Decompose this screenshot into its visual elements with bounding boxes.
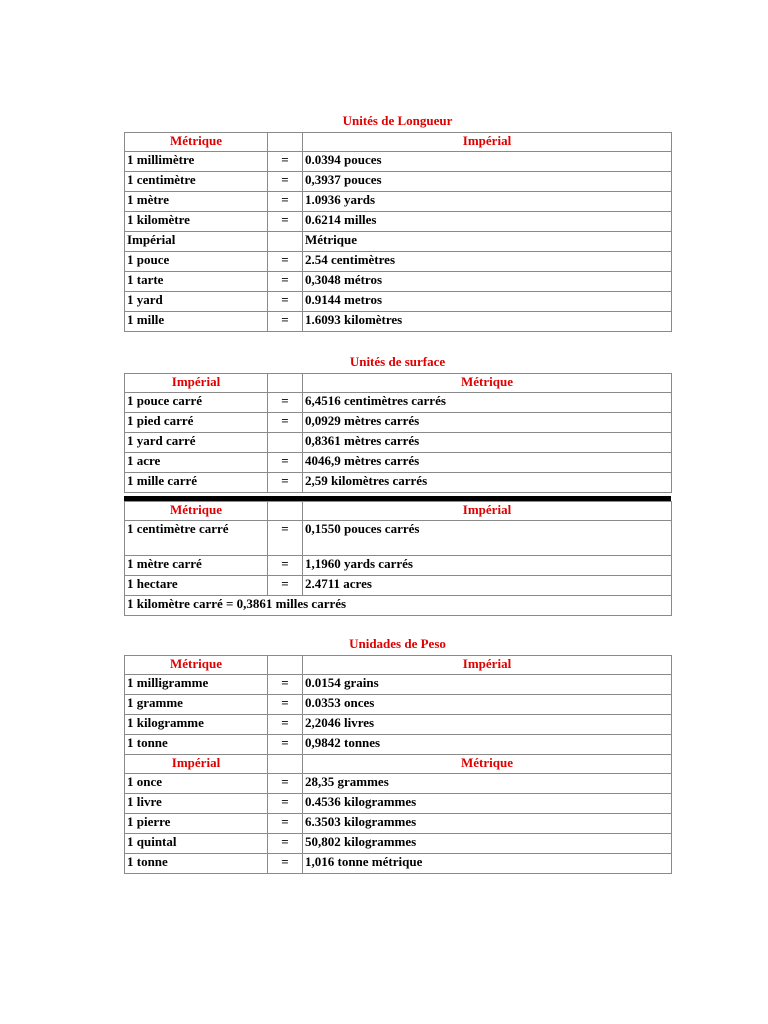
value-cell: 6,4516 centimètres carrés xyxy=(303,393,672,413)
equals-cell xyxy=(268,133,303,152)
value-cell: 1,1960 yards carrés xyxy=(303,556,672,576)
equals-cell: = xyxy=(268,521,303,556)
header-row xyxy=(125,133,672,152)
table-row xyxy=(125,312,672,332)
header-row xyxy=(125,374,672,393)
table-row xyxy=(125,735,672,755)
weight-title: Unidades de Peso xyxy=(349,636,446,651)
table-row xyxy=(125,413,672,433)
value-cell: 0,1550 pouces carrés xyxy=(303,521,672,556)
unit-cell: 1 tonne xyxy=(125,735,268,755)
table-row xyxy=(125,715,672,735)
equals-cell: = xyxy=(268,152,303,172)
equals-cell: = xyxy=(268,292,303,312)
weight-table xyxy=(124,655,672,874)
unit-cell: Impérial xyxy=(125,232,268,252)
unit-cell: 1 gramme xyxy=(125,695,268,715)
equals-cell xyxy=(268,502,303,521)
header-row xyxy=(125,656,672,675)
equals-cell: = xyxy=(268,556,303,576)
surface-table-metric xyxy=(124,501,672,616)
unit-cell: 1 yard xyxy=(125,292,268,312)
unit-cell: 1 acre xyxy=(125,453,268,473)
unit-cell: Impérial xyxy=(125,374,268,393)
unit-cell: 1 centimètre xyxy=(125,172,268,192)
unit-cell: 1 pied carré xyxy=(125,413,268,433)
equals-cell xyxy=(268,755,303,774)
table-row xyxy=(125,152,672,172)
unit-cell: 1 kilomètre xyxy=(125,212,268,232)
value-cell: 2.4711 acres xyxy=(303,576,672,596)
unit-cell: 1 once xyxy=(125,774,268,794)
equals-cell: = xyxy=(268,715,303,735)
unit-cell: 1 tarte xyxy=(125,272,268,292)
value-cell: 0,3048 métros xyxy=(303,272,672,292)
value-cell: 50,802 kilogrammes xyxy=(303,834,672,854)
equals-cell: = xyxy=(268,814,303,834)
equals-cell: = xyxy=(268,252,303,272)
table-row xyxy=(125,393,672,413)
table-row xyxy=(125,252,672,272)
equals-cell: = xyxy=(268,735,303,755)
equals-cell: = xyxy=(268,675,303,695)
unit-cell: 1 mètre carré xyxy=(125,556,268,576)
unit-cell: 1 mètre xyxy=(125,192,268,212)
table-row xyxy=(125,794,672,814)
table-row xyxy=(125,292,672,312)
value-cell: 2,2046 livres xyxy=(303,715,672,735)
table-row xyxy=(125,192,672,212)
unit-cell: 1 quintal xyxy=(125,834,268,854)
equals-cell: = xyxy=(268,212,303,232)
value-cell: 28,35 grammes xyxy=(303,774,672,794)
equals-cell: = xyxy=(268,774,303,794)
equals-cell: = xyxy=(268,172,303,192)
table-row xyxy=(125,433,672,453)
value-cell: Métrique xyxy=(303,374,672,393)
unit-cell: 1 mille xyxy=(125,312,268,332)
unit-cell: 1 pouce xyxy=(125,252,268,272)
value-cell: 0.0154 grains xyxy=(303,675,672,695)
unit-cell: Impérial xyxy=(125,755,268,774)
table-row xyxy=(125,473,672,493)
header-row xyxy=(125,755,672,774)
table-row xyxy=(125,814,672,834)
value-cell: 2,59 kilomètres carrés xyxy=(303,473,672,493)
value-cell: 0.9144 metros xyxy=(303,292,672,312)
table-row xyxy=(125,272,672,292)
unit-cell: 1 centimètre carré xyxy=(125,521,268,556)
value-cell: 1,016 tonne métrique xyxy=(303,854,672,874)
value-cell: 1.6093 kilomètres xyxy=(303,312,672,332)
value-cell: Impérial xyxy=(303,133,672,152)
unit-cell: 1 kilogramme xyxy=(125,715,268,735)
header-row xyxy=(125,502,672,521)
value-cell: Impérial xyxy=(303,502,672,521)
table-row xyxy=(125,854,672,874)
equals-cell xyxy=(268,374,303,393)
table-row xyxy=(125,695,672,715)
value-cell: 0.4536 kilogrammes xyxy=(303,794,672,814)
unit-cell: 1 pouce carré xyxy=(125,393,268,413)
equals-cell: = xyxy=(268,393,303,413)
length-title: Unités de Longueur xyxy=(342,113,453,128)
equals-cell xyxy=(268,433,303,453)
length-table xyxy=(124,132,672,332)
unit-cell: 1 yard carré xyxy=(125,433,268,453)
equals-cell: = xyxy=(268,834,303,854)
equals-cell: = xyxy=(268,854,303,874)
value-cell: 0,8361 mètres carrés xyxy=(303,433,672,453)
table-row xyxy=(125,596,672,616)
unit-cell: 1 mille carré xyxy=(125,473,268,493)
equals-cell: = xyxy=(268,473,303,493)
value-cell: 2.54 centimètres xyxy=(303,252,672,272)
value-cell: 0.6214 milles xyxy=(303,212,672,232)
unit-cell: 1 millimètre xyxy=(125,152,268,172)
unit-cell: Métrique xyxy=(125,656,268,675)
value-cell: 0,3937 pouces xyxy=(303,172,672,192)
table-row xyxy=(125,453,672,473)
table-row xyxy=(125,774,672,794)
equals-cell xyxy=(268,656,303,675)
table-row xyxy=(125,556,672,576)
value-cell: 0.0394 pouces xyxy=(303,152,672,172)
table-row xyxy=(125,576,672,596)
equals-cell: = xyxy=(268,794,303,814)
subheader-row xyxy=(125,232,672,252)
table-row xyxy=(125,834,672,854)
table-row xyxy=(125,212,672,232)
value-cell: Métrique xyxy=(303,232,672,252)
equals-cell: = xyxy=(268,576,303,596)
unit-cell: Métrique xyxy=(125,502,268,521)
value-cell: 6.3503 kilogrammes xyxy=(303,814,672,834)
unit-cell: 1 hectare xyxy=(125,576,268,596)
unit-cell: 1 livre xyxy=(125,794,268,814)
equals-cell: = xyxy=(268,272,303,292)
value-cell: 0,9842 tonnes xyxy=(303,735,672,755)
value-cell: 0.0353 onces xyxy=(303,695,672,715)
table-row xyxy=(125,172,672,192)
value-cell: Métrique xyxy=(303,755,672,774)
unit-cell: 1 pierre xyxy=(125,814,268,834)
equals-cell: = xyxy=(268,413,303,433)
value-cell: 1.0936 yards xyxy=(303,192,672,212)
unit-cell: Métrique xyxy=(125,133,268,152)
summary-cell: 1 kilomètre carré = 0,3861 milles carrés xyxy=(125,596,672,616)
equals-cell: = xyxy=(268,453,303,473)
equals-cell: = xyxy=(268,695,303,715)
equals-cell: = xyxy=(268,192,303,212)
table-row xyxy=(125,675,672,695)
value-cell: 0,0929 mètres carrés xyxy=(303,413,672,433)
surface-title: Unités de surface xyxy=(349,354,446,369)
equals-cell xyxy=(268,232,303,252)
table-row xyxy=(125,521,672,556)
value-cell: Impérial xyxy=(303,656,672,675)
unit-cell: 1 milligramme xyxy=(125,675,268,695)
value-cell: 4046,9 mètres carrés xyxy=(303,453,672,473)
unit-cell: 1 tonne xyxy=(125,854,268,874)
surface-table-imperial xyxy=(124,373,672,493)
equals-cell: = xyxy=(268,312,303,332)
